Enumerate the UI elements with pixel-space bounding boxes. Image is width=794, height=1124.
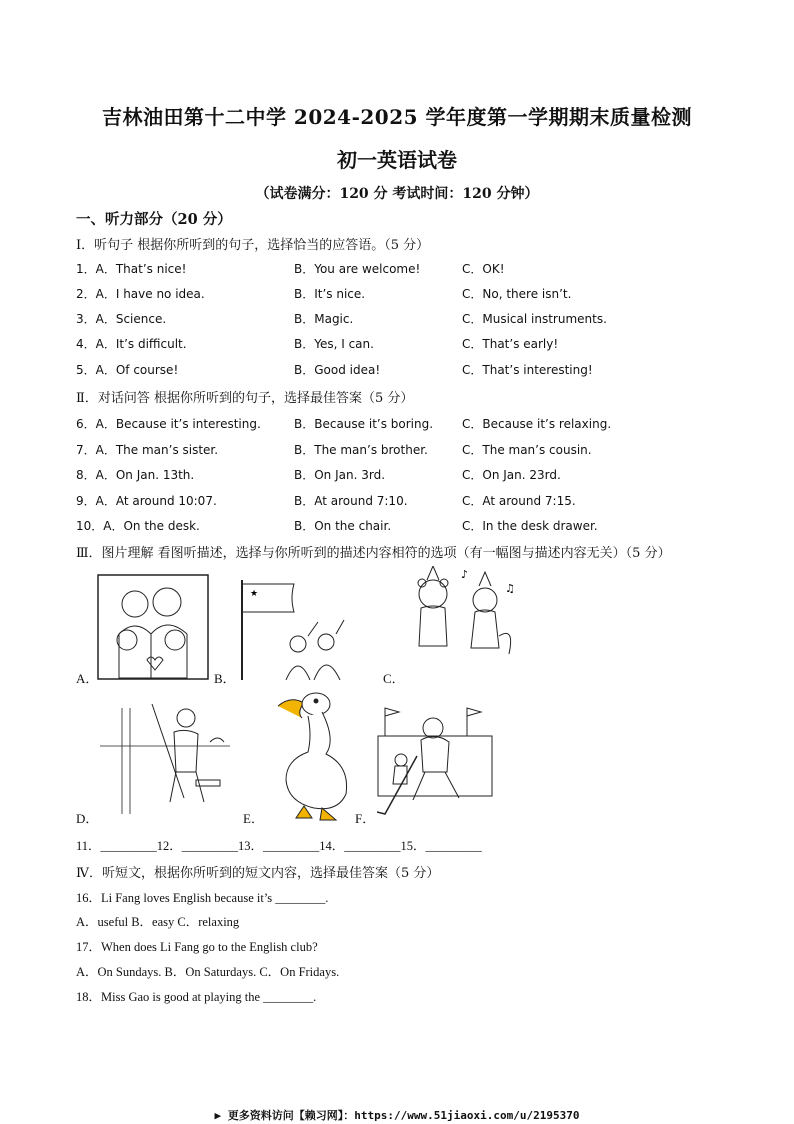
- exam-meta: （试卷满分：120 分 考试时间：120 分钟）: [255, 186, 539, 202]
- svg-text:♪: ♪: [461, 568, 469, 581]
- q18-stem: 18．Miss Gao is good at playing the ________.: [76, 990, 317, 1004]
- q4-c: C．That’s early!: [462, 337, 559, 351]
- flag-raising-picture: [236, 580, 356, 680]
- family-picture: [97, 574, 209, 680]
- svg-text:★: ★: [250, 589, 259, 599]
- q9-a: 9．A．At around 10:07.: [76, 494, 217, 508]
- q4-b: B．Yes, I can.: [294, 337, 374, 351]
- picture-label-f: F．: [355, 811, 376, 826]
- svg-text:♫: ♫: [505, 582, 515, 595]
- part4-instruction: Ⅳ．听短文，根据你所听到的短文内容，选择最佳答案（5 分）: [76, 866, 440, 881]
- q7-a: 7．A．The man’s sister.: [76, 443, 219, 457]
- q4-a: 4．A．It’s difficult.: [76, 337, 187, 351]
- q8-a: 8．A．On Jan. 13th.: [76, 468, 195, 482]
- part2-instruction: Ⅱ．对话问答 根据你所听到的句子，选择最佳答案（5 分）: [76, 391, 414, 406]
- q1-a: 1．A．That’s nice!: [76, 262, 187, 276]
- picture-label-a: A．: [76, 671, 99, 686]
- duck-picture: [276, 690, 356, 824]
- ice-hockey-picture: [377, 706, 493, 818]
- picture-label-e: E．: [243, 811, 264, 826]
- q5-b: B．Good idea!: [294, 363, 381, 377]
- q6-c: C．Because it’s relaxing.: [462, 417, 612, 431]
- q16-stem: 16．Li Fang loves English because it’s ________.: [76, 891, 329, 905]
- exam-title: 吉林油田第十二中学 2024-2025 学年度第一学期期末质量检测: [101, 105, 693, 129]
- exam-subtitle: 初一英语试卷: [337, 148, 457, 172]
- q5-c: C．That’s interesting!: [462, 363, 593, 377]
- q3-b: B．Magic.: [294, 312, 354, 326]
- q10-b: B．On the chair.: [294, 519, 392, 533]
- section-heading: 一、听力部分（20 分）: [76, 211, 232, 228]
- part3-instruction: Ⅲ．图片理解 看图听描述，选择与你所听到的描述内容相符的选项（有一幅图与描述内容无关）（5 分）: [76, 546, 671, 561]
- q8-c: C．On Jan. 23rd.: [462, 468, 561, 482]
- picture-label-c: C．: [383, 671, 405, 686]
- q10-a: 10．A．On the desk.: [76, 519, 200, 533]
- answer-blanks-11-15: 11．_________12．_________13．_________14．_________15．_________: [76, 839, 482, 853]
- q1-c: C．OK!: [462, 262, 505, 276]
- footer-link[interactable]: ▶ 更多资料访问【赖习网】：https://www.51jiaoxi.com/u/2195370: [214, 1109, 580, 1122]
- q2-c: C．No, there isn’t.: [462, 287, 572, 301]
- q10-c: C．In the desk drawer.: [462, 519, 598, 533]
- part1-instruction: Ⅰ．听句子 根据你所听到的句子，选择恰当的应答语。（5 分）: [76, 238, 430, 253]
- q17-stem: 17．When does Li Fang go to the English club?: [76, 940, 318, 954]
- q9-c: C．At around 7:15.: [462, 494, 576, 508]
- q9-b: B．At around 7:10.: [294, 494, 408, 508]
- picture-label-b: B．: [214, 671, 236, 686]
- q3-c: C．Musical instruments.: [462, 312, 607, 326]
- q2-a: 2．A．I have no idea.: [76, 287, 205, 301]
- q7-b: B．The man’s brother.: [294, 443, 428, 457]
- picture-label-d: D．: [76, 811, 99, 826]
- q7-c: C．The man’s cousin.: [462, 443, 592, 457]
- fishing-picture: [100, 702, 230, 820]
- q2-b: B．It’s nice.: [294, 287, 366, 301]
- q6-a: 6．A．Because it’s interesting.: [76, 417, 261, 431]
- q6-b: B．Because it’s boring.: [294, 417, 434, 431]
- q1-b: B．You are welcome!: [294, 262, 421, 276]
- q5-a: 5．A．Of course!: [76, 363, 179, 377]
- bear-cat-picture: [405, 566, 523, 666]
- q16-options: A．useful B．easy C．relaxing: [76, 915, 240, 929]
- q3-a: 3．A．Science.: [76, 312, 167, 326]
- q17-options: A．On Sundays. B．On Saturdays. C．On Fridays.: [76, 965, 340, 979]
- q8-b: B．On Jan. 3rd.: [294, 468, 386, 482]
